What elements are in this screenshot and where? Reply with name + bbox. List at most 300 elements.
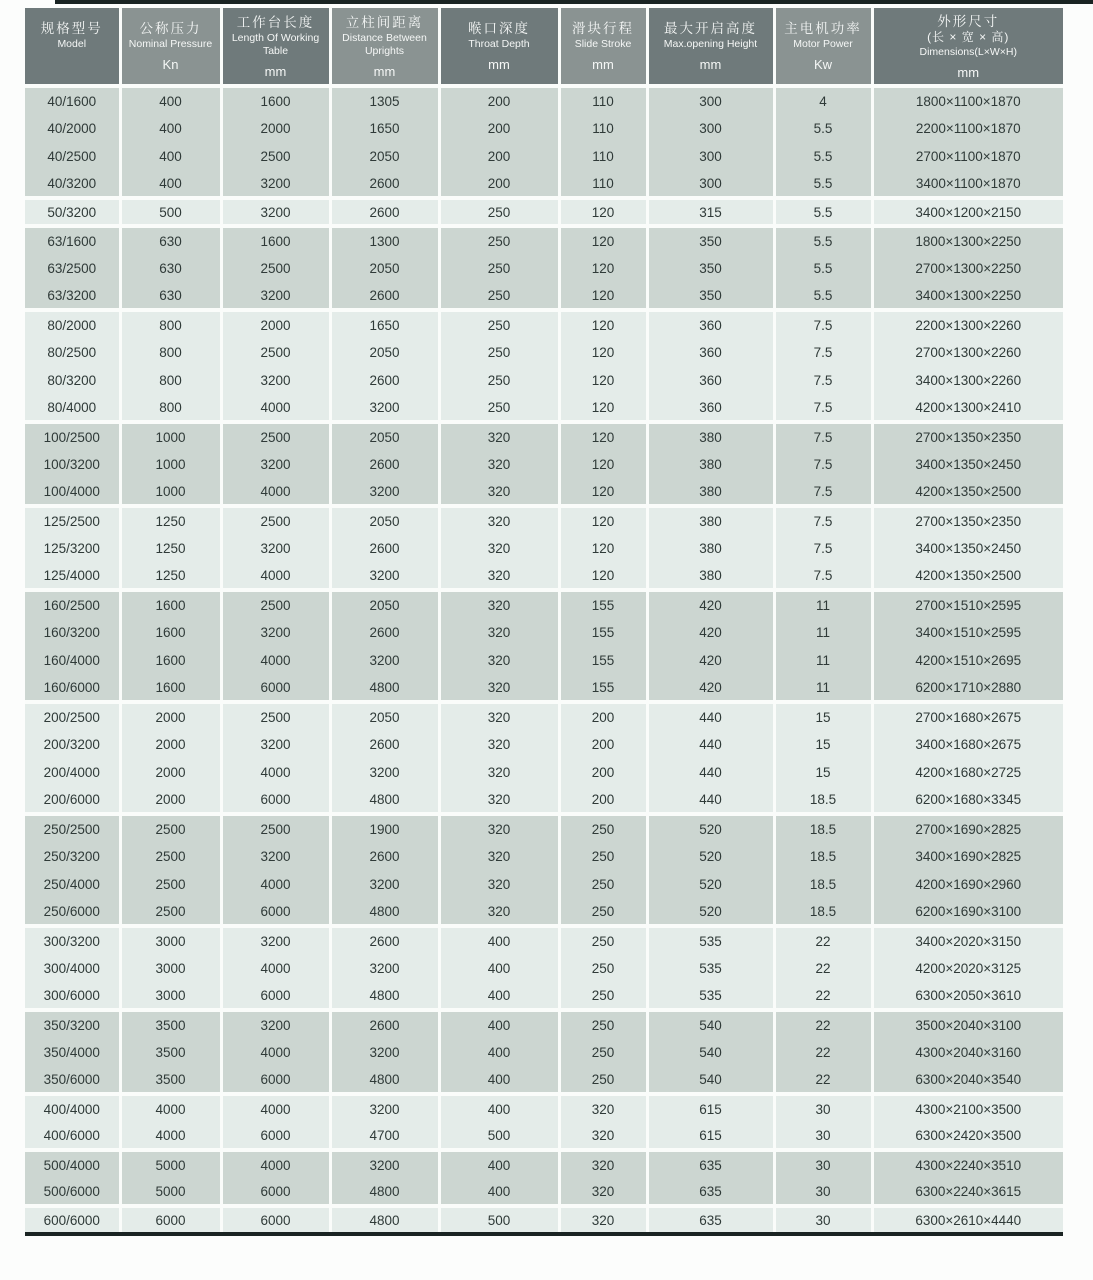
cell-pressure: 800: [120, 338, 221, 366]
cell-uprights: 2600: [330, 170, 439, 198]
cell-dims: 2700×1510×2595: [872, 590, 1063, 618]
cell-uprights: 4800: [330, 1178, 439, 1206]
spec-row-50-3200: [25, 198, 1063, 226]
header-en-label: Slide Stroke: [574, 38, 632, 50]
cell-uprights: 2600: [330, 282, 439, 310]
cell-stroke: 120: [559, 282, 647, 310]
cell-table_length: 4000: [221, 394, 330, 422]
cell-power: 5.5: [774, 142, 872, 170]
column-header-pressure: [120, 8, 221, 86]
spec-row-300-3200: [25, 926, 1063, 954]
cell-power: 18.5: [774, 814, 872, 842]
cell-power: 22: [774, 1066, 872, 1094]
cell-dims: 1800×1100×1870: [872, 86, 1063, 114]
header-cn-label: 最大开启高度: [664, 21, 757, 36]
cell-opening: 520: [647, 898, 774, 926]
cell-table_length: 4000: [221, 954, 330, 982]
cell-throat: 320: [439, 814, 559, 842]
cell-uprights: 2050: [330, 506, 439, 534]
cell-power: 30: [774, 1094, 872, 1122]
header-en-label: Dimensions(L×W×H): [919, 45, 1017, 58]
spec-row-300-4000: [25, 954, 1063, 982]
cell-stroke: 250: [559, 982, 647, 1010]
cell-model: 100/4000: [25, 478, 120, 506]
spec-row-125-3200: [25, 534, 1063, 562]
cell-power: 5.5: [774, 170, 872, 198]
cell-table_length: 3200: [221, 366, 330, 394]
cell-stroke: 250: [559, 1038, 647, 1066]
cell-uprights: 1300: [330, 226, 439, 254]
spec-row-400-4000: [25, 1094, 1063, 1122]
cell-dims: 4200×1510×2695: [872, 646, 1063, 674]
cell-table_length: 3200: [221, 618, 330, 646]
cell-pressure: 3000: [120, 982, 221, 1010]
specifications-table: [25, 8, 1063, 1236]
cell-opening: 540: [647, 1038, 774, 1066]
cell-throat: 320: [439, 730, 559, 758]
spec-row-250-4000: [25, 870, 1063, 898]
spec-row-300-6000: [25, 982, 1063, 1010]
cell-model: 50/3200: [25, 198, 120, 226]
cell-uprights: 2050: [330, 422, 439, 450]
cell-uprights: 3200: [330, 1150, 439, 1178]
cell-opening: 380: [647, 450, 774, 478]
cell-stroke: 120: [559, 422, 647, 450]
cell-opening: 315: [647, 198, 774, 226]
cell-throat: 250: [439, 226, 559, 254]
cell-throat: 320: [439, 478, 559, 506]
cell-dims: 6300×2420×3500: [872, 1122, 1063, 1150]
cell-pressure: 5000: [120, 1150, 221, 1178]
cell-stroke: 120: [559, 506, 647, 534]
cell-power: 7.5: [774, 394, 872, 422]
header-en-label: Motor Power: [793, 38, 853, 50]
cell-uprights: 2600: [330, 198, 439, 226]
cell-opening: 360: [647, 338, 774, 366]
cell-dims: 2700×1300×2250: [872, 254, 1063, 282]
cell-table_length: 6000: [221, 1066, 330, 1094]
cell-power: 5.5: [774, 282, 872, 310]
cell-model: 63/1600: [25, 226, 120, 254]
cell-power: 18.5: [774, 870, 872, 898]
cell-pressure: 630: [120, 282, 221, 310]
header-unit-label: mm: [592, 57, 614, 72]
cell-uprights: 3200: [330, 394, 439, 422]
header-cn-label: 主电机功率: [784, 21, 862, 36]
spec-row-200-6000: [25, 786, 1063, 814]
cell-pressure: 1250: [120, 562, 221, 590]
cell-stroke: 110: [559, 86, 647, 114]
column-header-opening: [647, 8, 774, 86]
top-edge-bar: [55, 0, 1093, 4]
cell-stroke: 155: [559, 618, 647, 646]
cell-pressure: 2000: [120, 730, 221, 758]
cell-dims: 3400×1350×2450: [872, 450, 1063, 478]
cell-uprights: 3200: [330, 1038, 439, 1066]
cell-power: 30: [774, 1122, 872, 1150]
cell-model: 100/2500: [25, 422, 120, 450]
cell-pressure: 400: [120, 86, 221, 114]
spec-row-500-4000: [25, 1150, 1063, 1178]
cell-model: 80/2000: [25, 310, 120, 338]
cell-table_length: 2500: [221, 142, 330, 170]
cell-pressure: 2000: [120, 758, 221, 786]
cell-throat: 250: [439, 198, 559, 226]
cell-table_length: 1600: [221, 226, 330, 254]
header-en-label: Length Of Working Table: [231, 31, 320, 57]
cell-pressure: 800: [120, 394, 221, 422]
cell-power: 7.5: [774, 366, 872, 394]
cell-model: 350/4000: [25, 1038, 120, 1066]
cell-throat: 400: [439, 926, 559, 954]
cell-dims: 4300×2040×3160: [872, 1038, 1063, 1066]
cell-table_length: 3200: [221, 1010, 330, 1038]
cell-model: 250/6000: [25, 898, 120, 926]
cell-model: 400/4000: [25, 1094, 120, 1122]
cell-dims: 4200×2020×3125: [872, 954, 1063, 982]
cell-power: 22: [774, 954, 872, 982]
cell-dims: 6300×2610×4440: [872, 1206, 1063, 1234]
cell-power: 18.5: [774, 898, 872, 926]
cell-opening: 535: [647, 954, 774, 982]
cell-pressure: 800: [120, 310, 221, 338]
spec-row-63-2500: [25, 254, 1063, 282]
cell-opening: 420: [647, 618, 774, 646]
spec-row-40-3200: [25, 170, 1063, 198]
cell-dims: 6200×1690×3100: [872, 898, 1063, 926]
cell-table_length: 6000: [221, 982, 330, 1010]
cell-model: 40/3200: [25, 170, 120, 198]
cell-stroke: 155: [559, 590, 647, 618]
cell-pressure: 400: [120, 170, 221, 198]
cell-dims: 3400×1100×1870: [872, 170, 1063, 198]
cell-opening: 635: [647, 1150, 774, 1178]
header-unit-label: Kn: [162, 57, 179, 72]
cell-pressure: 400: [120, 142, 221, 170]
cell-table_length: 2500: [221, 590, 330, 618]
cell-power: 22: [774, 1010, 872, 1038]
cell-stroke: 120: [559, 562, 647, 590]
cell-model: 500/4000: [25, 1150, 120, 1178]
spec-row-80-3200: [25, 366, 1063, 394]
cell-model: 125/3200: [25, 534, 120, 562]
cell-dims: 4200×1350×2500: [872, 562, 1063, 590]
cell-dims: 2700×1680×2675: [872, 702, 1063, 730]
cell-table_length: 4000: [221, 1038, 330, 1066]
spec-row-250-2500: [25, 814, 1063, 842]
header-cn-label: 立柱间距离: [345, 14, 424, 30]
cell-pressure: 2000: [120, 702, 221, 730]
cell-opening: 420: [647, 590, 774, 618]
cell-opening: 440: [647, 786, 774, 814]
cell-model: 600/6000: [25, 1206, 120, 1234]
spec-row-600-6000: [25, 1206, 1063, 1234]
cell-uprights: 2050: [330, 702, 439, 730]
cell-throat: 400: [439, 1038, 559, 1066]
header-en-label: Model: [57, 38, 87, 50]
cell-power: 30: [774, 1206, 872, 1234]
cell-throat: 320: [439, 870, 559, 898]
spec-row-350-4000: [25, 1038, 1063, 1066]
cell-table_length: 6000: [221, 1178, 330, 1206]
cell-pressure: 2500: [120, 842, 221, 870]
column-header-dims: [872, 8, 1063, 86]
cell-opening: 380: [647, 534, 774, 562]
cell-uprights: 2600: [330, 842, 439, 870]
cell-uprights: 2050: [330, 590, 439, 618]
cell-opening: 350: [647, 282, 774, 310]
cell-table_length: 4000: [221, 562, 330, 590]
cell-stroke: 200: [559, 758, 647, 786]
cell-throat: 400: [439, 1010, 559, 1038]
cell-table_length: 3200: [221, 198, 330, 226]
spec-row-40-2000: [25, 114, 1063, 142]
cell-power: 15: [774, 702, 872, 730]
cell-model: 250/3200: [25, 842, 120, 870]
cell-model: 80/2500: [25, 338, 120, 366]
cell-stroke: 120: [559, 254, 647, 282]
cell-stroke: 120: [559, 478, 647, 506]
cell-throat: 320: [439, 534, 559, 562]
cell-uprights: 2600: [330, 730, 439, 758]
cell-throat: 320: [439, 422, 559, 450]
cell-power: 30: [774, 1150, 872, 1178]
cell-uprights: 1650: [330, 114, 439, 142]
cell-throat: 400: [439, 1094, 559, 1122]
cell-opening: 615: [647, 1122, 774, 1150]
cell-uprights: 3200: [330, 758, 439, 786]
cell-throat: 250: [439, 338, 559, 366]
cell-dims: 6200×1710×2880: [872, 674, 1063, 702]
cell-dims: 2700×1300×2260: [872, 338, 1063, 366]
spec-row-350-3200: [25, 1010, 1063, 1038]
cell-opening: 380: [647, 506, 774, 534]
cell-pressure: 1600: [120, 674, 221, 702]
cell-model: 160/3200: [25, 618, 120, 646]
header-cn-label: 滑块行程: [572, 21, 634, 36]
cell-throat: 320: [439, 562, 559, 590]
cell-dims: 4200×1690×2960: [872, 870, 1063, 898]
cell-table_length: 6000: [221, 898, 330, 926]
cell-pressure: 630: [120, 226, 221, 254]
cell-stroke: 250: [559, 842, 647, 870]
cell-throat: 320: [439, 450, 559, 478]
spec-row-250-3200: [25, 842, 1063, 870]
cell-throat: 320: [439, 646, 559, 674]
header-unit-label: mm: [488, 57, 510, 72]
spec-row-400-6000: [25, 1122, 1063, 1150]
cell-stroke: 200: [559, 702, 647, 730]
cell-uprights: 1900: [330, 814, 439, 842]
cell-model: 63/2500: [25, 254, 120, 282]
column-header-stroke: [559, 8, 647, 86]
cell-uprights: 1650: [330, 310, 439, 338]
cell-stroke: 110: [559, 142, 647, 170]
cell-throat: 250: [439, 366, 559, 394]
cell-table_length: 2500: [221, 814, 330, 842]
cell-opening: 380: [647, 478, 774, 506]
cell-opening: 420: [647, 646, 774, 674]
cell-pressure: 3500: [120, 1010, 221, 1038]
spec-row-125-4000: [25, 562, 1063, 590]
spec-row-100-2500: [25, 422, 1063, 450]
header-en-label: Throat Depth: [468, 38, 530, 50]
cell-table_length: 2000: [221, 114, 330, 142]
cell-stroke: 200: [559, 730, 647, 758]
cell-power: 11: [774, 590, 872, 618]
cell-uprights: 3200: [330, 646, 439, 674]
table-body: [25, 86, 1063, 1234]
cell-table_length: 1600: [221, 86, 330, 114]
cell-model: 160/2500: [25, 590, 120, 618]
cell-uprights: 2050: [330, 254, 439, 282]
cell-throat: 320: [439, 674, 559, 702]
cell-pressure: 400: [120, 114, 221, 142]
cell-dims: 3400×1680×2675: [872, 730, 1063, 758]
spec-row-100-4000: [25, 478, 1063, 506]
cell-pressure: 1000: [120, 478, 221, 506]
cell-opening: 380: [647, 422, 774, 450]
cell-pressure: 6000: [120, 1206, 221, 1234]
cell-opening: 380: [647, 562, 774, 590]
cell-dims: 3400×1350×2450: [872, 534, 1063, 562]
cell-opening: 350: [647, 254, 774, 282]
cell-opening: 350: [647, 226, 774, 254]
cell-throat: 200: [439, 142, 559, 170]
cell-power: 7.5: [774, 422, 872, 450]
cell-dims: 3400×2020×3150: [872, 926, 1063, 954]
cell-opening: 615: [647, 1094, 774, 1122]
cell-throat: 400: [439, 1150, 559, 1178]
header-en-label: Distance Between Uprights: [342, 31, 427, 57]
cell-dims: 6300×2040×3540: [872, 1066, 1063, 1094]
cell-stroke: 110: [559, 114, 647, 142]
header-en-label: Nominal Pressure: [128, 38, 213, 50]
cell-power: 15: [774, 758, 872, 786]
cell-uprights: 2600: [330, 1010, 439, 1038]
cell-pressure: 500: [120, 198, 221, 226]
cell-stroke: 320: [559, 1206, 647, 1234]
cell-opening: 440: [647, 730, 774, 758]
cell-table_length: 4000: [221, 870, 330, 898]
cell-dims: 3400×1510×2595: [872, 618, 1063, 646]
cell-throat: 250: [439, 254, 559, 282]
spec-row-63-1600: [25, 226, 1063, 254]
cell-stroke: 120: [559, 366, 647, 394]
cell-dims: 3400×1300×2250: [872, 282, 1063, 310]
spec-row-40-1600: [25, 86, 1063, 114]
cell-model: 80/3200: [25, 366, 120, 394]
cell-throat: 400: [439, 1178, 559, 1206]
cell-opening: 360: [647, 310, 774, 338]
cell-opening: 440: [647, 702, 774, 730]
cell-pressure: 3500: [120, 1038, 221, 1066]
cell-dims: 2200×1100×1870: [872, 114, 1063, 142]
cell-uprights: 2600: [330, 534, 439, 562]
cell-opening: 360: [647, 366, 774, 394]
cell-stroke: 250: [559, 1010, 647, 1038]
cell-throat: 320: [439, 618, 559, 646]
cell-opening: 300: [647, 142, 774, 170]
cell-opening: 300: [647, 170, 774, 198]
cell-power: 22: [774, 982, 872, 1010]
cell-uprights: 1305: [330, 86, 439, 114]
cell-opening: 300: [647, 114, 774, 142]
header-cn-label: 喉口深度: [468, 21, 530, 36]
cell-table_length: 2500: [221, 338, 330, 366]
header-row: [25, 8, 1063, 86]
cell-model: 125/2500: [25, 506, 120, 534]
cell-pressure: 1600: [120, 590, 221, 618]
cell-power: 7.5: [774, 562, 872, 590]
cell-throat: 400: [439, 954, 559, 982]
cell-power: 7.5: [774, 450, 872, 478]
cell-power: 7.5: [774, 338, 872, 366]
cell-power: 22: [774, 1038, 872, 1066]
spec-row-80-4000: [25, 394, 1063, 422]
spec-row-200-2500: [25, 702, 1063, 730]
cell-pressure: 1000: [120, 422, 221, 450]
column-header-uprights: [330, 8, 439, 86]
cell-opening: 535: [647, 926, 774, 954]
cell-pressure: 1250: [120, 534, 221, 562]
cell-model: 160/6000: [25, 674, 120, 702]
cell-throat: 320: [439, 786, 559, 814]
cell-model: 63/3200: [25, 282, 120, 310]
cell-model: 350/6000: [25, 1066, 120, 1094]
cell-stroke: 120: [559, 198, 647, 226]
cell-model: 200/3200: [25, 730, 120, 758]
cell-dims: 4300×2100×3500: [872, 1094, 1063, 1122]
cell-throat: 320: [439, 842, 559, 870]
cell-pressure: 3000: [120, 954, 221, 982]
spec-row-63-3200: [25, 282, 1063, 310]
spec-row-250-6000: [25, 898, 1063, 926]
cell-throat: 200: [439, 114, 559, 142]
cell-throat: 320: [439, 758, 559, 786]
cell-power: 22: [774, 926, 872, 954]
cell-table_length: 3200: [221, 730, 330, 758]
cell-power: 11: [774, 674, 872, 702]
cell-table_length: 2500: [221, 702, 330, 730]
cell-opening: 520: [647, 814, 774, 842]
cell-opening: 635: [647, 1206, 774, 1234]
cell-power: 5.5: [774, 254, 872, 282]
spec-row-160-2500: [25, 590, 1063, 618]
cell-model: 80/4000: [25, 394, 120, 422]
cell-pressure: 2500: [120, 870, 221, 898]
cell-uprights: 4800: [330, 786, 439, 814]
header-cn-label: 公称压力: [139, 21, 202, 36]
header-cn-label: 工作台长度: [236, 14, 315, 30]
cell-opening: 540: [647, 1010, 774, 1038]
cell-table_length: 6000: [221, 786, 330, 814]
cell-uprights: 3200: [330, 1094, 439, 1122]
cell-throat: 200: [439, 86, 559, 114]
cell-uprights: 4800: [330, 982, 439, 1010]
cell-stroke: 120: [559, 394, 647, 422]
cell-uprights: 3200: [330, 870, 439, 898]
spec-row-200-3200: [25, 730, 1063, 758]
cell-pressure: 5000: [120, 1178, 221, 1206]
cell-stroke: 320: [559, 1122, 647, 1150]
cell-opening: 440: [647, 758, 774, 786]
cell-pressure: 1250: [120, 506, 221, 534]
cell-pressure: 1600: [120, 618, 221, 646]
cell-pressure: 4000: [120, 1122, 221, 1150]
cell-uprights: 2050: [330, 142, 439, 170]
cell-uprights: 4800: [330, 1206, 439, 1234]
